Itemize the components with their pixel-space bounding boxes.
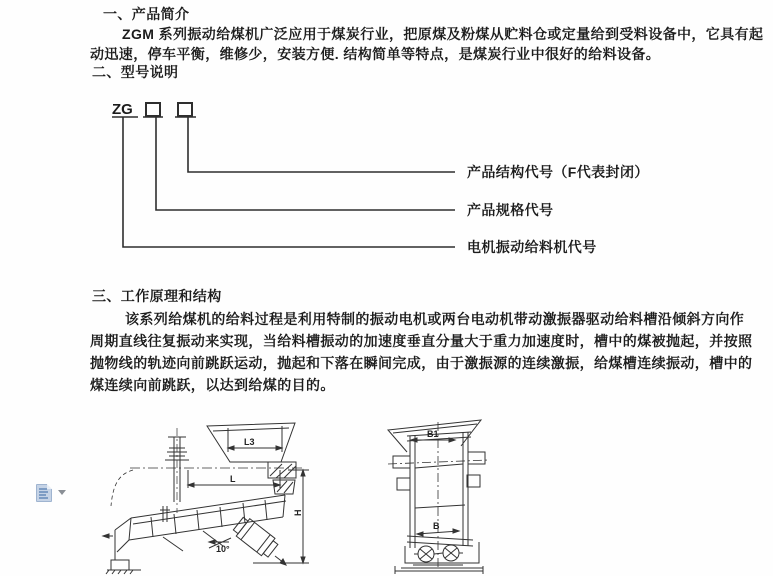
section1-heading: 一、产品简介 xyxy=(103,6,190,22)
model-label-feeder-code: 电机振动给料机代号 xyxy=(467,239,597,255)
feeder-side-view-drawing xyxy=(103,418,328,573)
section3-heading: 三、工作原理和结构 xyxy=(92,288,222,304)
section3-paragraph-line: 抛物线的轨迹向前跳跃运动，抛起和下落在瞬间完成，由于激振源的连续激振，给煤槽连续振动，槽中的 xyxy=(90,355,753,371)
section2-heading: 二、型号说明 xyxy=(92,64,179,80)
dim-label-l: L xyxy=(230,474,236,484)
section3-paragraph-line: 周期直线往复振动来实现，当给料槽振动的加速度垂直分量大于重力加速度时，槽中的煤被抛起，并按照 xyxy=(90,333,753,349)
section3-paragraph-line: 该系列给煤机的给料过程是利用特制的振动电机或两台电动机带动激振器驱动给料槽沿倾斜方向作 xyxy=(125,311,745,327)
dim-label-b1: B1 xyxy=(427,429,439,439)
model-prefix-text: ZG xyxy=(112,101,133,118)
section1-paragraph-line: 动迅速，停车平衡，维修少，安装方便. 结构简单等特点，是煤炭行业中很好的给料设备。 xyxy=(90,46,661,62)
dim-label-l3: L3 xyxy=(244,437,255,447)
dim-label-h: H xyxy=(293,509,303,516)
model-code-box xyxy=(178,103,192,116)
section3-paragraph-line: 煤连续向前跳跃，以达到给煤的目的。 xyxy=(90,377,335,393)
model-code-box xyxy=(146,103,160,116)
dim-label-b: B xyxy=(433,521,440,531)
document-icon xyxy=(36,484,52,502)
model-label-spec-code: 产品规格代号 xyxy=(467,202,554,218)
feeder-front-view-drawing xyxy=(383,418,528,576)
chevron-down-icon xyxy=(58,490,66,495)
section1-paragraph-line: ZGM 系列振动给煤机广泛应用于煤炭行业，把原煤及粉煤从贮料仓或定量给到受料设备中，它具有起 xyxy=(122,26,764,42)
dim-label-angle: 10° xyxy=(216,544,230,554)
model-label-structure-code: 产品结构代号（F代表封闭） xyxy=(467,164,649,180)
page-options-button[interactable] xyxy=(36,484,68,504)
model-code-diagram xyxy=(103,95,703,263)
